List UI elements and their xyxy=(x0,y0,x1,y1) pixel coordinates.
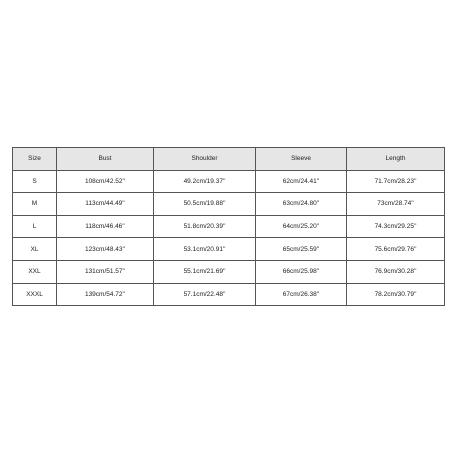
size-cell: M xyxy=(13,193,57,216)
table-row xyxy=(13,238,445,261)
sleeve-cell: 67cm/26.38'' xyxy=(256,283,347,306)
size-cell: XL xyxy=(13,238,57,261)
header-shoulder: Shoulder xyxy=(154,148,256,171)
shoulder-cell: 50.5cm/19.88'' xyxy=(154,193,256,216)
length-cell: 78.2cm/30.79'' xyxy=(347,283,445,306)
bust-cell: 118cm/46.46'' xyxy=(57,215,154,238)
length-cell: 71.7cm/28.23'' xyxy=(347,170,445,193)
shoulder-cell: 51.8cm/20.39'' xyxy=(154,215,256,238)
table-header-row xyxy=(13,148,445,171)
header-sleeve: Sleeve xyxy=(256,148,347,171)
shoulder-cell: 53.1cm/20.91'' xyxy=(154,238,256,261)
length-cell: 73cm/28.74'' xyxy=(347,193,445,216)
length-cell: 75.6cm/29.76'' xyxy=(347,238,445,261)
size-cell: L xyxy=(13,215,57,238)
table-row xyxy=(13,215,445,238)
table-row xyxy=(13,283,445,306)
length-cell: 74.3cm/29.25'' xyxy=(347,215,445,238)
table-row xyxy=(13,260,445,283)
bust-cell: 123cm/48.43'' xyxy=(57,238,154,261)
size-cell: XXL xyxy=(13,260,57,283)
size-cell: XXXL xyxy=(13,283,57,306)
sleeve-cell: 66cm/25.98'' xyxy=(256,260,347,283)
bust-cell: 113cm/44.49'' xyxy=(57,193,154,216)
sleeve-cell: 62cm/24.41'' xyxy=(256,170,347,193)
table-row xyxy=(13,170,445,193)
header-length: Length xyxy=(347,148,445,171)
sleeve-cell: 64cm/25.20'' xyxy=(256,215,347,238)
shoulder-cell: 49.2cm/19.37'' xyxy=(154,170,256,193)
sleeve-cell: 65cm/25.59'' xyxy=(256,238,347,261)
bust-cell: 108cm/42.52'' xyxy=(57,170,154,193)
size-chart-table xyxy=(12,147,445,306)
size-cell: S xyxy=(13,170,57,193)
table-row xyxy=(13,193,445,216)
bust-cell: 139cm/54.72'' xyxy=(57,283,154,306)
header-size: Size xyxy=(13,148,57,171)
sleeve-cell: 63cm/24.80'' xyxy=(256,193,347,216)
shoulder-cell: 55.1cm/21.69'' xyxy=(154,260,256,283)
length-cell: 76.9cm/30.28'' xyxy=(347,260,445,283)
shoulder-cell: 57.1cm/22.48'' xyxy=(154,283,256,306)
bust-cell: 131cm/51.57'' xyxy=(57,260,154,283)
header-bust: Bust xyxy=(57,148,154,171)
